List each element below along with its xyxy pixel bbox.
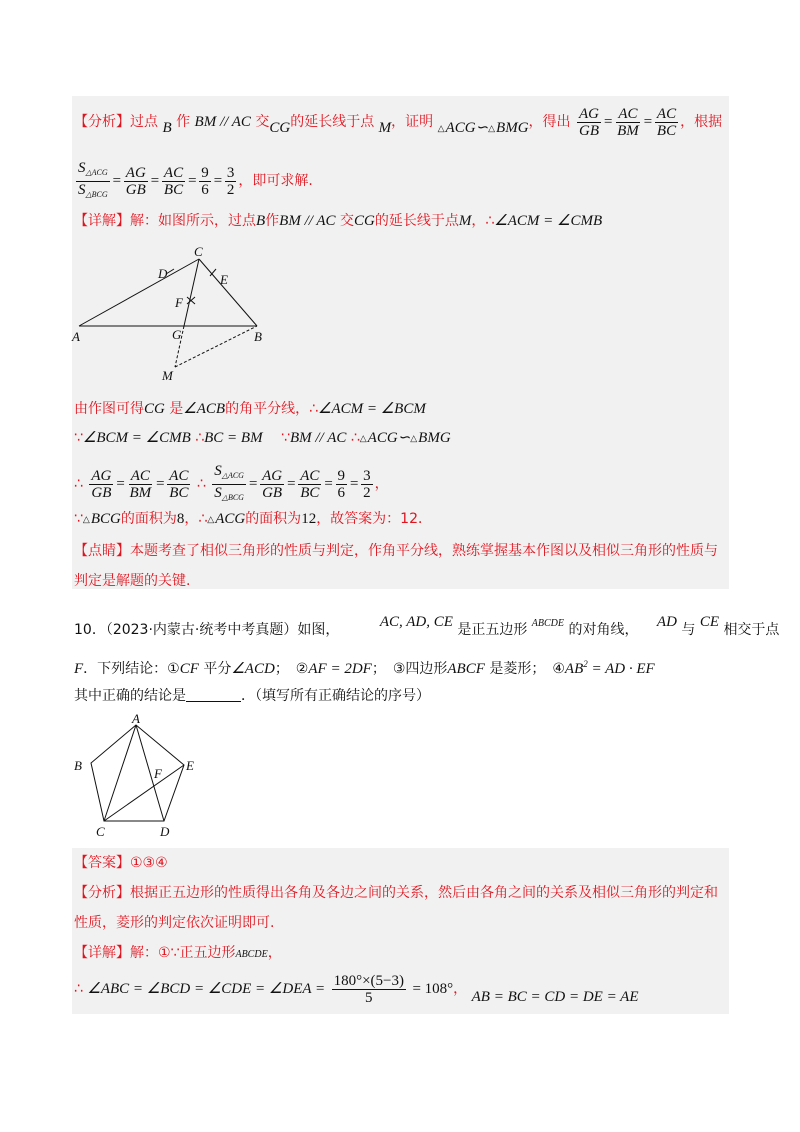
q10-pentagon-figure	[68, 710, 208, 842]
segment-AC	[79, 259, 199, 326]
label-D: D	[158, 266, 168, 281]
q9-step-3: ∴ $\frac{AG}{GB}$ = $\frac{AC}{BM}$ = $\frac{AC}{BC}$ ∴ $\frac{S_{\triangle ACG}}{S_{\triangle BCG}}$ = $\frac{AG}{GB}$ = $\frac{AC}{BC}$ = $\frac{9}{6}$ = $\frac{3}{2}$ ，	[74, 463, 389, 502]
label-C: C	[194, 244, 203, 259]
label-G: G	[172, 327, 182, 342]
label-F: F	[175, 295, 183, 310]
answer-blank	[186, 701, 241, 702]
q9-detail-line: 【详解】解：如图所示，过点B作BM // AC 交CG的延长线于点M，∴∠ACM = ∠CMB	[74, 213, 603, 229]
q10-analysis-line-1: 【分析】根据正五边形的性质得出各角及各边之间的关系，然后由各角之间的关系及相似三角形的判定和	[74, 885, 718, 901]
diagonal-AC	[104, 725, 136, 821]
label-A: A	[72, 329, 80, 344]
q10-answer-line: 【答案】①③④	[74, 855, 168, 871]
q10-statement-line-1: 10．（2023·内蒙古·统考中考真题）如图， AC, AD, CE 是正五边形 $^{ABCDE}$ 的对角线， AD 与 CE 相交于点	[74, 614, 780, 638]
pentagon-ABCDE	[91, 725, 184, 821]
label-M: M	[162, 368, 173, 383]
q9-analysis-line-1: 【分析】过点 B 作 BM // AC 交CG的延长线于点 M，证明 △ACG∽△BMG，得出 $\frac{AG}{GB}$ = $\frac{AC}{BM}$ = $\frac{AC}{BC}$ ，根据	[74, 106, 723, 139]
q10-analysis-line-2: 性质，菱形的判定依次证明即可.	[74, 915, 275, 931]
segment-CB	[199, 259, 257, 326]
label-E: E	[186, 758, 194, 773]
label-C: C	[96, 824, 105, 839]
label-B: B	[254, 329, 262, 344]
label-F: F	[154, 766, 162, 781]
label-B: B	[74, 758, 82, 773]
q9-analysis-line-2: $\frac{S_{\triangle ACG}}{S_{\triangle BCG}}$ = $\frac{AG}{GB}$ = $\frac{AC}{BC}$ = $\frac{9}{6}$ = $\frac{3}{2}$ ，即可求解.	[78, 160, 313, 199]
q9-comment-line-2: 判定是解题的关键.	[74, 573, 191, 589]
q10-final-line: ∴ ∠ABC = ∠BCD = ∠CDE = ∠DEA = $\frac{180^\circ\times(5-3)}{5}$ = 108°， AB = BC = CD = DE = AE	[74, 973, 639, 1006]
segment-CG	[184, 259, 199, 326]
q10-detail-line: 【详解】解：①∵正五边形ABCDE，	[74, 945, 282, 961]
q9-triangle-figure	[68, 240, 278, 385]
q9-step-2: ∵∠BCM = ∠CMB ∴BC = BM ∵BM // AC ∴△ACG∽△BMG	[74, 430, 451, 446]
q10-statement-line-2: F．下列结论：①CF 平分∠ACD； ②AF = 2DF； ③四边形ABCF 是菱形； $④AB^2$ = AD · EF	[74, 659, 655, 677]
q9-comment-line-1: 【点睛】本题考查了相似三角形的性质与判定，作角平分线，熟练掌握基本作图以及相似三角形的性质与	[74, 543, 718, 559]
q9-step-1: 由作图可得CG 是∠ACB的角平分线，∴∠ACM = ∠BCM	[74, 401, 426, 417]
q9-step-4: ∵△BCG的面积为8，∴△ACG的面积为12，故答案为：12．	[74, 511, 433, 527]
q10-statement-line-3: 其中正确的结论是 ．（填写所有正确结论的序号）	[74, 688, 430, 704]
label-A: A	[132, 711, 140, 726]
label-D: D	[160, 824, 170, 839]
label-E: E	[220, 272, 228, 287]
diagonal-CE	[104, 765, 184, 821]
segment-MB	[175, 326, 257, 367]
